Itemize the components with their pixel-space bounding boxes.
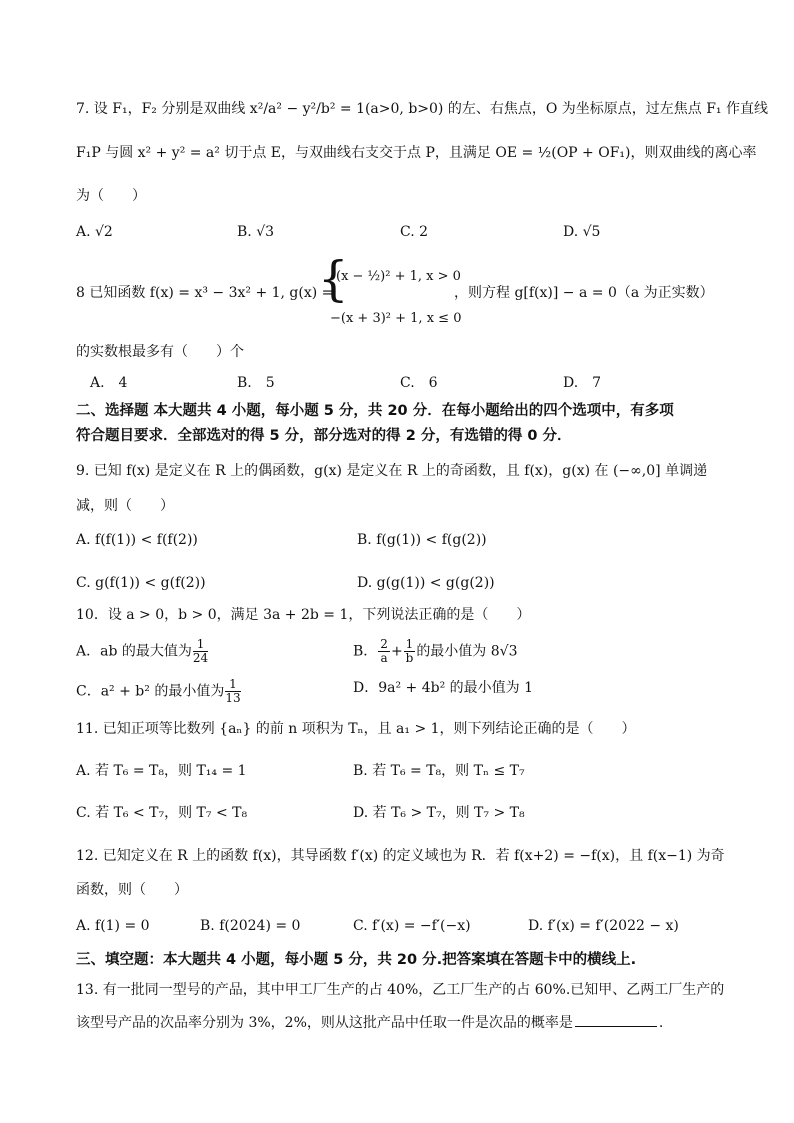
- q12-option-b: B. f(2024) = 0: [200, 918, 301, 934]
- section-2-heading-line2: 符合题目要求．全部选对的得 5 分，部分选对的得 2 分，有选错的得 0 分．: [76, 428, 572, 444]
- q12-line2: 函数，则（ ）: [76, 882, 188, 898]
- q11-option-d: D. 若 T₆ > T₇，则 T₇ > T₈: [353, 805, 525, 821]
- q9-option-c: C. g(f(1)) < g(f(2)): [76, 575, 206, 591]
- q7-option-c: C. 2: [400, 224, 429, 240]
- q8-line2: 的实数根最多有（ ）个: [76, 344, 244, 360]
- q12-option-a: A. f(1) = 0: [76, 918, 150, 934]
- fraction-numerator: 1: [405, 637, 414, 651]
- q7-line2: F₁P 与圆 x² + y² = a² 切于点 E，与双曲线右支交于点 P，且满足 OE = ½(OP + OF₁)，则双曲线的离心率: [76, 145, 757, 161]
- q12-line1: 12. 已知定义在 R 上的函数 f(x)，其导函数 f′(x) 的定义域也为 R．若 f(x+2) = −f(x)，且 f(x−1) 为奇: [76, 848, 725, 864]
- q10-option-b-fraction-2: [404, 638, 416, 665]
- q8-stem-start: 8 已知函数 f(x) = x³ − 3x² + 1, g(x) =: [76, 285, 334, 301]
- q10-option-b-text: 的最小值为 8√3: [416, 643, 518, 660]
- q8-case-1: (x − ½)² + 1, x > 0: [336, 269, 461, 284]
- fraction-numerator: 2: [380, 637, 388, 651]
- section-2-heading-line1: 二、选择题 本大题共 4 小题，每小题 5 分，共 20 分．在每小题给出的四个选项中，有多项: [76, 403, 674, 419]
- q10-option-c-fraction: [225, 678, 240, 705]
- q8-option-d: D. 7: [563, 375, 602, 391]
- fraction-denominator: b: [405, 651, 414, 665]
- q11-line1: 11. 已知正项等比数列 {aₙ} 的前 n 项积为 Tₙ，且 a₁ > 1，则下列结论正确的是（ ）: [76, 721, 636, 737]
- q10-option-d: D．9a² + 4b² 的最小值为 1: [353, 680, 534, 696]
- q10-option-a: [76, 638, 209, 665]
- fraction-denominator: 24: [192, 651, 209, 665]
- q10-option-a-fraction: [193, 638, 208, 665]
- q13-line2-end: .: [658, 1015, 664, 1031]
- q9-option-d: D. g(g(1)) < g(g(2)): [357, 575, 495, 591]
- q8-piecewise-brace: {: [318, 251, 349, 307]
- q10-option-b-label: B．: [353, 643, 378, 660]
- q10-option-c: [76, 678, 242, 705]
- q7-option-a: A. √2: [76, 224, 113, 240]
- q10-option-a-text: A．ab 的最大值为: [76, 643, 192, 660]
- q10-line1: 10．设 a > 0，b > 0，满足 3a + 2b = 1，下列说法正确的是（ ）: [76, 607, 531, 623]
- q13-line1: 13. 有一批同一型号的产品，其中甲工厂生产的占 40%，乙工厂生产的占 60%.已知甲、乙两工厂生产的: [76, 982, 725, 998]
- q7-line1: 7. 设 F₁，F₂ 分别是双曲线 x²/a² − y²/b² = 1(a>0, b>0) 的左、右焦点，O 为坐标原点，过左焦点 F₁ 作直线: [76, 101, 768, 117]
- q9-option-b: B. f(g(1)) < f(g(2)): [357, 532, 487, 548]
- q7-line3: 为（ ）: [76, 188, 146, 204]
- q13-line2-text: 该型号产品的次品率分别为 3%，2%，则从这批产品中任取一件是次品的概率是: [76, 1015, 573, 1031]
- q11-option-b: B. 若 T₆ = T₈，则 Tₙ ≤ T₇: [353, 763, 525, 779]
- fraction-numerator: 1: [193, 638, 208, 652]
- q8-case-2: −(x + 3)² + 1, x ≤ 0: [330, 311, 462, 326]
- q8-option-c: C. 6: [400, 375, 438, 391]
- q10-option-b-fraction-1: [378, 638, 390, 665]
- q11-option-a: A. 若 T₆ = T₈，则 T₁₄ = 1: [76, 763, 247, 779]
- q10-option-c-text: C．a² + b² 的最小值为: [76, 683, 225, 700]
- section-3-heading: 三、填空题：本大题共 4 小题，每小题 5 分，共 20 分.把答案填在答题卡中的横线上.: [76, 952, 637, 968]
- q11-option-c: C. 若 T₆ < T₇，则 T₇ < T₈: [76, 805, 248, 821]
- q9-line2: 减，则（ ）: [76, 498, 174, 514]
- q9-option-a: A. f(f(1)) < f(f(2)): [76, 532, 198, 548]
- q7-option-b: B. √3: [237, 224, 275, 240]
- q12-option-c: C. f′(x) = −f′(−x): [353, 918, 471, 934]
- fraction-numerator: 1: [225, 678, 240, 692]
- q9-line1: 9. 已知 f(x) 是定义在 R 上的偶函数，g(x) 是定义在 R 上的奇函数，且 f(x)，g(x) 在 (−∞,0] 单调递: [76, 463, 708, 479]
- plus-sign: +: [390, 643, 403, 660]
- q10-option-b: [353, 638, 518, 665]
- q12-option-d: D. f′(x) = f′(2022 − x): [528, 918, 679, 934]
- q7-option-d: D. √5: [563, 224, 601, 240]
- fraction-denominator: 13: [225, 691, 241, 705]
- q8-option-b: B. 5: [237, 375, 275, 391]
- answer-blank[interactable]: [575, 1012, 657, 1027]
- q8-stem-end: ，则方程 g[f(x)] − a = 0（a 为正实数）: [454, 285, 714, 301]
- q13-line2: [76, 1012, 663, 1033]
- fraction-denominator: a: [380, 651, 388, 665]
- q8-option-a: A. 4: [90, 375, 128, 391]
